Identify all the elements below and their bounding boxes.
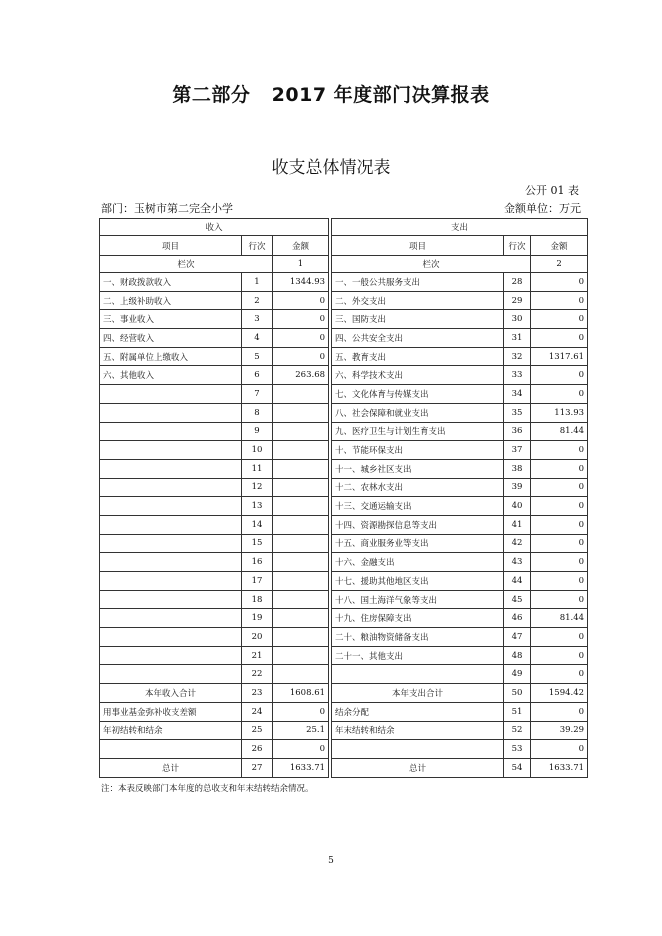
table-row [100, 385, 588, 404]
expense-item-cell: 二、外交支出 [332, 291, 504, 310]
income-item-cell: 用事业基金弥补收支差额 [100, 702, 242, 721]
income-expense-table [99, 218, 588, 778]
income-row-no-cell: 17 [242, 572, 273, 591]
table-row [100, 702, 588, 721]
expense-column-number: 2 [531, 256, 588, 273]
income-amount-header: 金额 [273, 236, 329, 256]
expense-item-cell: 十、节能环保支出 [332, 441, 504, 460]
column-number-row [100, 256, 588, 273]
income-item-cell: 三、事业收入 [100, 310, 242, 329]
income-amount-cell: 0 [273, 291, 329, 310]
expense-amount-cell: 0 [531, 665, 588, 684]
income-amount-cell: 25.1 [273, 721, 329, 740]
expense-amount-cell: 81.44 [531, 422, 588, 441]
income-row-no-cell: 22 [242, 665, 273, 684]
income-row-no-cell: 16 [242, 553, 273, 572]
expense-amount-cell: 1317.61 [531, 347, 588, 366]
income-row-no-cell: 10 [242, 441, 273, 460]
table-row [100, 684, 588, 703]
income-amount-cell [273, 422, 329, 441]
income-item-cell: 年初结转和结余 [100, 721, 242, 740]
expense-amount-cell: 0 [531, 702, 588, 721]
income-item-cell [100, 628, 242, 647]
income-amount-cell: 1344.93 [273, 273, 329, 292]
expense-amount-cell: 0 [531, 273, 588, 292]
expense-amount-cell: 0 [531, 366, 588, 385]
expense-item-cell: 十四、资源勘探信息等支出 [332, 515, 504, 534]
table-row [100, 740, 588, 759]
income-amount-cell: 0 [273, 702, 329, 721]
expense-item-cell: 十五、商业服务业等支出 [332, 534, 504, 553]
expense-amount-cell: 0 [531, 291, 588, 310]
table-row [100, 609, 588, 628]
part-title: 第二部分 2017 年度部门决算报表 [172, 84, 490, 106]
expense-row-no-cell: 48 [504, 646, 531, 665]
section-header-row [100, 219, 588, 236]
expense-row-no-cell: 37 [504, 441, 531, 460]
expense-item-cell: 二十、粮油物资储备支出 [332, 628, 504, 647]
form-number: 公开 01 表 [525, 184, 579, 197]
income-row-no-cell: 11 [242, 459, 273, 478]
expense-row-no-cell: 28 [504, 273, 531, 292]
income-amount-cell [273, 572, 329, 591]
column-header-row [100, 236, 588, 256]
table-row [100, 347, 588, 366]
income-item-cell [100, 515, 242, 534]
expense-amount-cell: 0 [531, 441, 588, 460]
expense-item-cell: 结余分配 [332, 702, 504, 721]
expense-row-no-cell: 34 [504, 385, 531, 404]
expense-amount-cell: 0 [531, 740, 588, 759]
expense-item-cell: 十九、住房保障支出 [332, 609, 504, 628]
expense-row-no-cell: 46 [504, 609, 531, 628]
expense-item-cell: 本年支出合计 [332, 684, 504, 703]
income-item-cell: 总计 [100, 758, 242, 777]
expense-row-no-cell: 31 [504, 329, 531, 348]
expense-amount-cell: 39.29 [531, 721, 588, 740]
income-column-label: 栏次 [100, 256, 273, 273]
table-note: 注：本表反映部门本年度的总收支和年末结转结余情况。 [101, 784, 314, 794]
income-item-cell [100, 403, 242, 422]
income-item-cell [100, 609, 242, 628]
expense-row-no-cell: 51 [504, 702, 531, 721]
income-amount-cell [273, 590, 329, 609]
expense-row-no-cell: 49 [504, 665, 531, 684]
expense-item-cell: 六、科学技术支出 [332, 366, 504, 385]
income-row-no-cell: 18 [242, 590, 273, 609]
expense-amount-cell: 0 [531, 534, 588, 553]
expense-row-no-cell: 33 [504, 366, 531, 385]
expense-row-no-cell: 32 [504, 347, 531, 366]
expense-row-no-cell: 30 [504, 310, 531, 329]
table-title: 收支总体情况表 [271, 158, 391, 178]
expense-row-no-cell: 38 [504, 459, 531, 478]
income-item-cell: 六、其他收入 [100, 366, 242, 385]
expense-amount-cell: 0 [531, 553, 588, 572]
expense-amount-cell: 0 [531, 459, 588, 478]
income-item-cell [100, 478, 242, 497]
expense-row-no-cell: 52 [504, 721, 531, 740]
expense-row-no-cell: 40 [504, 497, 531, 516]
income-item-cell: 本年收入合计 [100, 684, 242, 703]
income-column-number: 1 [273, 256, 329, 273]
income-amount-cell [273, 478, 329, 497]
income-item-cell: 四、经营收入 [100, 329, 242, 348]
income-row-no-cell: 3 [242, 310, 273, 329]
income-row-no-cell: 15 [242, 534, 273, 553]
income-row-no-cell: 1 [242, 273, 273, 292]
income-row-no-cell: 19 [242, 609, 273, 628]
income-amount-cell: 0 [273, 329, 329, 348]
income-amount-cell [273, 459, 329, 478]
income-item-cell [100, 459, 242, 478]
expense-row-no-cell: 41 [504, 515, 531, 534]
income-amount-cell [273, 628, 329, 647]
income-row-no-cell: 26 [242, 740, 273, 759]
expense-amount-cell: 0 [531, 385, 588, 404]
table-row [100, 721, 588, 740]
table-row [100, 758, 588, 777]
income-row-no-cell: 2 [242, 291, 273, 310]
expense-amount-cell: 0 [531, 329, 588, 348]
expense-item-cell: 一、一般公共服务支出 [332, 273, 504, 292]
expense-item-cell: 四、公共安全支出 [332, 329, 504, 348]
income-row-no-cell: 23 [242, 684, 273, 703]
income-item-cell [100, 740, 242, 759]
table-row [100, 497, 588, 516]
expense-amount-cell: 1594.42 [531, 684, 588, 703]
income-row-no-cell: 7 [242, 385, 273, 404]
table-row [100, 422, 588, 441]
expense-row-no-cell: 42 [504, 534, 531, 553]
expense-amount-cell: 81.44 [531, 609, 588, 628]
expense-item-cell: 十八、国土海洋气象等支出 [332, 590, 504, 609]
expense-section-header: 支出 [332, 219, 588, 236]
expense-item-cell [332, 665, 504, 684]
expense-item-header: 项目 [332, 236, 504, 256]
table-row [100, 441, 588, 460]
expense-amount-cell: 0 [531, 497, 588, 516]
table-row [100, 665, 588, 684]
expense-row-no-cell: 29 [504, 291, 531, 310]
income-item-cell [100, 646, 242, 665]
page-number: 5 [328, 856, 334, 866]
expense-row-no-cell: 53 [504, 740, 531, 759]
table-row [100, 310, 588, 329]
table-row [100, 590, 588, 609]
income-item-cell [100, 534, 242, 553]
expense-item-cell: 十七、援助其他地区支出 [332, 572, 504, 591]
expense-item-cell: 十一、城乡社区支出 [332, 459, 504, 478]
expense-amount-cell: 0 [531, 572, 588, 591]
expense-item-cell: 年末结转和结余 [332, 721, 504, 740]
income-item-cell [100, 590, 242, 609]
income-row-no-cell: 13 [242, 497, 273, 516]
expense-row-no-cell: 44 [504, 572, 531, 591]
expense-amount-cell: 0 [531, 515, 588, 534]
income-row-no-cell: 8 [242, 403, 273, 422]
expense-amount-cell: 0 [531, 310, 588, 329]
income-item-cell [100, 441, 242, 460]
expense-item-cell: 三、国防支出 [332, 310, 504, 329]
expense-item-cell: 二十一、其他支出 [332, 646, 504, 665]
expense-item-cell: 十二、农林水支出 [332, 478, 504, 497]
expense-amount-cell: 113.93 [531, 403, 588, 422]
expense-item-cell: 十六、金融支出 [332, 553, 504, 572]
expense-column-label: 栏次 [332, 256, 531, 273]
table-row [100, 329, 588, 348]
expense-row-no-cell: 50 [504, 684, 531, 703]
income-amount-cell [273, 515, 329, 534]
table-row [100, 553, 588, 572]
income-amount-cell: 0 [273, 740, 329, 759]
income-item-cell: 五、附属单位上缴收入 [100, 347, 242, 366]
income-amount-cell: 1608.61 [273, 684, 329, 703]
income-amount-cell: 0 [273, 347, 329, 366]
table-row [100, 403, 588, 422]
income-amount-cell [273, 553, 329, 572]
income-amount-cell [273, 534, 329, 553]
table-row [100, 478, 588, 497]
income-amount-cell [273, 385, 329, 404]
expense-row-no-cell: 45 [504, 590, 531, 609]
income-row-no-cell: 21 [242, 646, 273, 665]
income-item-cell: 一、财政拨款收入 [100, 273, 242, 292]
income-item-cell: 二、上级补助收入 [100, 291, 242, 310]
expense-row-no-header: 行次 [504, 236, 531, 256]
expense-item-cell: 九、医疗卫生与计划生育支出 [332, 422, 504, 441]
income-amount-cell [273, 497, 329, 516]
expense-item-cell: 十三、交通运输支出 [332, 497, 504, 516]
income-row-no-cell: 27 [242, 758, 273, 777]
expense-item-cell: 八、社会保障和就业支出 [332, 403, 504, 422]
expense-row-no-cell: 36 [504, 422, 531, 441]
table-row [100, 628, 588, 647]
income-row-no-cell: 4 [242, 329, 273, 348]
income-amount-cell [273, 646, 329, 665]
income-item-cell [100, 497, 242, 516]
expense-item-cell: 总计 [332, 758, 504, 777]
expense-row-no-cell: 54 [504, 758, 531, 777]
income-item-cell [100, 422, 242, 441]
income-row-no-header: 行次 [242, 236, 273, 256]
income-amount-cell [273, 403, 329, 422]
expense-amount-cell: 0 [531, 628, 588, 647]
income-row-no-cell: 24 [242, 702, 273, 721]
income-item-cell [100, 385, 242, 404]
income-amount-cell: 1633.71 [273, 758, 329, 777]
income-amount-cell [273, 665, 329, 684]
income-row-no-cell: 5 [242, 347, 273, 366]
income-item-cell [100, 665, 242, 684]
income-amount-cell: 0 [273, 310, 329, 329]
table-row [100, 291, 588, 310]
table-row [100, 572, 588, 591]
expense-item-cell: 七、文化体育与传媒支出 [332, 385, 504, 404]
department-label: 部门：玉树市第二完全小学 [101, 202, 233, 215]
amount-unit-label: 金额单位：万元 [504, 202, 581, 215]
table-row [100, 646, 588, 665]
income-amount-cell [273, 441, 329, 460]
table-row [100, 366, 588, 385]
income-amount-cell: 263.68 [273, 366, 329, 385]
expense-amount-cell: 0 [531, 478, 588, 497]
income-item-cell [100, 553, 242, 572]
expense-row-no-cell: 39 [504, 478, 531, 497]
income-section-header: 收入 [100, 219, 329, 236]
expense-row-no-cell: 35 [504, 403, 531, 422]
expense-row-no-cell: 43 [504, 553, 531, 572]
table-row [100, 273, 588, 292]
expense-amount-header: 金额 [531, 236, 588, 256]
table-row [100, 515, 588, 534]
income-item-cell [100, 572, 242, 591]
expense-amount-cell: 0 [531, 646, 588, 665]
table-row [100, 459, 588, 478]
income-row-no-cell: 20 [242, 628, 273, 647]
expense-item-cell [332, 740, 504, 759]
table-row [100, 534, 588, 553]
income-amount-cell [273, 609, 329, 628]
expense-row-no-cell: 47 [504, 628, 531, 647]
expense-amount-cell: 1633.71 [531, 758, 588, 777]
expense-amount-cell: 0 [531, 590, 588, 609]
expense-item-cell: 五、教育支出 [332, 347, 504, 366]
income-row-no-cell: 12 [242, 478, 273, 497]
income-row-no-cell: 9 [242, 422, 273, 441]
income-row-no-cell: 25 [242, 721, 273, 740]
income-row-no-cell: 6 [242, 366, 273, 385]
income-row-no-cell: 14 [242, 515, 273, 534]
income-item-header: 项目 [100, 236, 242, 256]
